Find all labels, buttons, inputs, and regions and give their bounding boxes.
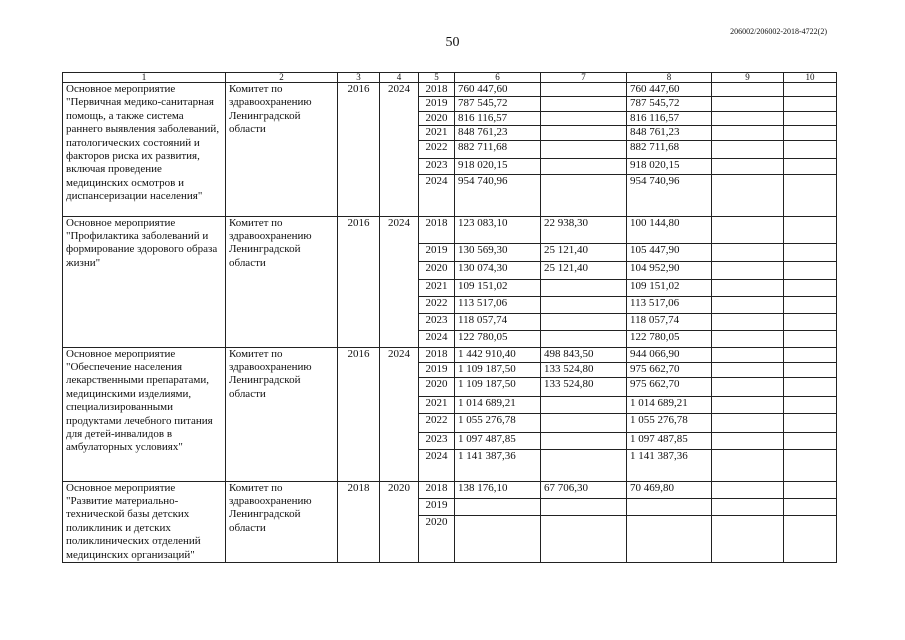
regional-funding-cell: 816 116,57 bbox=[627, 111, 712, 125]
total-funding-cell bbox=[455, 515, 541, 562]
col9-cell bbox=[712, 313, 784, 330]
col9-cell bbox=[712, 140, 784, 158]
col10-cell bbox=[784, 432, 837, 449]
federal-funding-cell: 67 706,30 bbox=[541, 481, 627, 498]
federal-funding-cell bbox=[541, 140, 627, 158]
total-funding-cell: 787 545,72 bbox=[455, 97, 541, 111]
col9-cell bbox=[712, 97, 784, 111]
total-funding-cell: 816 116,57 bbox=[455, 111, 541, 125]
col10-cell bbox=[784, 413, 837, 432]
col10-cell bbox=[784, 126, 837, 140]
total-funding-cell: 1 109 187,50 bbox=[455, 362, 541, 377]
regional-funding-cell: 848 761,23 bbox=[627, 126, 712, 140]
total-funding-cell: 918 020,15 bbox=[455, 158, 541, 174]
year-cell: 2018 bbox=[419, 83, 455, 97]
event-name-cell: Основное мероприятие "Профилактика заболеваний и формирование здорового образа жизни" bbox=[63, 216, 226, 347]
col10-cell bbox=[784, 515, 837, 562]
year-cell: 2023 bbox=[419, 313, 455, 330]
table-row bbox=[63, 347, 837, 362]
col9-cell bbox=[712, 126, 784, 140]
federal-funding-cell bbox=[541, 126, 627, 140]
col9-cell bbox=[712, 279, 784, 296]
regional-funding-cell: 944 066,90 bbox=[627, 347, 712, 362]
header-cell: 3 bbox=[338, 73, 380, 83]
regional-funding-cell: 122 780,05 bbox=[627, 330, 712, 347]
total-funding-cell: 123 083,10 bbox=[455, 216, 541, 243]
regional-funding-cell: 918 020,15 bbox=[627, 158, 712, 174]
total-funding-cell: 118 057,74 bbox=[455, 313, 541, 330]
year-cell: 2022 bbox=[419, 296, 455, 313]
col9-cell bbox=[712, 158, 784, 174]
header-row bbox=[63, 73, 837, 83]
col9-cell bbox=[712, 498, 784, 515]
col10-cell bbox=[784, 111, 837, 125]
total-funding-cell: 1 055 276,78 bbox=[455, 413, 541, 432]
col9-cell bbox=[712, 396, 784, 413]
federal-funding-cell bbox=[541, 174, 627, 216]
col10-cell bbox=[784, 449, 837, 481]
year-cell: 2021 bbox=[419, 279, 455, 296]
col9-cell bbox=[712, 362, 784, 377]
header-cell: 9 bbox=[712, 73, 784, 83]
regional-funding-cell bbox=[627, 498, 712, 515]
header-cell: 8 bbox=[627, 73, 712, 83]
year-cell: 2023 bbox=[419, 158, 455, 174]
federal-funding-cell bbox=[541, 515, 627, 562]
col9-cell bbox=[712, 481, 784, 498]
col10-cell bbox=[784, 261, 837, 279]
col10-cell bbox=[784, 243, 837, 261]
total-funding-cell: 109 151,02 bbox=[455, 279, 541, 296]
end-year-cell: 2020 bbox=[380, 481, 419, 562]
regional-funding-cell: 954 740,96 bbox=[627, 174, 712, 216]
col10-cell bbox=[784, 481, 837, 498]
col9-cell bbox=[712, 377, 784, 396]
regional-funding-cell: 1 014 689,21 bbox=[627, 396, 712, 413]
end-year-cell: 2024 bbox=[380, 347, 419, 481]
regional-funding-cell: 975 662,70 bbox=[627, 362, 712, 377]
start-year-cell: 2018 bbox=[338, 481, 380, 562]
federal-funding-cell bbox=[541, 313, 627, 330]
year-cell: 2020 bbox=[419, 111, 455, 125]
year-cell: 2020 bbox=[419, 261, 455, 279]
executor-cell: Комитет по здравоохранению Ленинградской области bbox=[226, 347, 338, 481]
total-funding-cell: 1 442 910,40 bbox=[455, 347, 541, 362]
col10-cell bbox=[784, 330, 837, 347]
regional-funding-cell: 1 097 487,85 bbox=[627, 432, 712, 449]
federal-funding-cell bbox=[541, 396, 627, 413]
year-cell: 2024 bbox=[419, 330, 455, 347]
federal-funding-cell bbox=[541, 498, 627, 515]
col10-cell bbox=[784, 97, 837, 111]
table-row bbox=[63, 83, 837, 97]
federal-funding-cell: 25 121,40 bbox=[541, 261, 627, 279]
federal-funding-cell bbox=[541, 413, 627, 432]
program-table bbox=[62, 72, 837, 563]
col10-cell bbox=[784, 347, 837, 362]
year-cell: 2019 bbox=[419, 243, 455, 261]
event-name-cell: Основное мероприятие "Обеспечение населения лекарственными препаратами, медицинскими изделиями, специализированными продуктами лечебного питания для детей-инвалидов в амбулаторных условиях" bbox=[63, 347, 226, 481]
header-cell: 1 bbox=[63, 73, 226, 83]
col9-cell bbox=[712, 111, 784, 125]
total-funding-cell: 130 569,30 bbox=[455, 243, 541, 261]
regional-funding-cell: 104 952,90 bbox=[627, 261, 712, 279]
start-year-cell: 2016 bbox=[338, 83, 380, 217]
total-funding-cell: 130 074,30 bbox=[455, 261, 541, 279]
table-row bbox=[63, 481, 837, 498]
col10-cell bbox=[784, 174, 837, 216]
total-funding-cell: 848 761,23 bbox=[455, 126, 541, 140]
col9-cell bbox=[712, 347, 784, 362]
header-cell: 10 bbox=[784, 73, 837, 83]
end-year-cell: 2024 bbox=[380, 83, 419, 217]
regional-funding-cell: 100 144,80 bbox=[627, 216, 712, 243]
col10-cell bbox=[784, 362, 837, 377]
regional-funding-cell: 1 055 276,78 bbox=[627, 413, 712, 432]
federal-funding-cell bbox=[541, 111, 627, 125]
federal-funding-cell bbox=[541, 449, 627, 481]
total-funding-cell: 1 109 187,50 bbox=[455, 377, 541, 396]
total-funding-cell: 882 711,68 bbox=[455, 140, 541, 158]
year-cell: 2024 bbox=[419, 449, 455, 481]
header-cell: 2 bbox=[226, 73, 338, 83]
regional-funding-cell bbox=[627, 515, 712, 562]
year-cell: 2018 bbox=[419, 347, 455, 362]
federal-funding-cell bbox=[541, 330, 627, 347]
col10-cell bbox=[784, 396, 837, 413]
federal-funding-cell: 25 121,40 bbox=[541, 243, 627, 261]
col10-cell bbox=[784, 279, 837, 296]
year-cell: 2022 bbox=[419, 413, 455, 432]
federal-funding-cell bbox=[541, 158, 627, 174]
col10-cell bbox=[784, 498, 837, 515]
col9-cell bbox=[712, 432, 784, 449]
col9-cell bbox=[712, 296, 784, 313]
federal-funding-cell bbox=[541, 279, 627, 296]
header-cell: 5 bbox=[419, 73, 455, 83]
year-cell: 2024 bbox=[419, 174, 455, 216]
regional-funding-cell: 760 447,60 bbox=[627, 83, 712, 97]
regional-funding-cell: 70 469,80 bbox=[627, 481, 712, 498]
executor-cell: Комитет по здравоохранению Ленинградской области bbox=[226, 83, 338, 217]
start-year-cell: 2016 bbox=[338, 347, 380, 481]
total-funding-cell: 138 176,10 bbox=[455, 481, 541, 498]
federal-funding-cell bbox=[541, 83, 627, 97]
col10-cell bbox=[784, 313, 837, 330]
col10-cell bbox=[784, 216, 837, 243]
year-cell: 2020 bbox=[419, 515, 455, 562]
col10-cell bbox=[784, 83, 837, 97]
total-funding-cell bbox=[455, 498, 541, 515]
event-name-cell: Основное мероприятие "Первичная медико-санитарная помощь, а также система раннего выявления заболеваний, патологических состояний и факторов риска их развития, включая проведение медицинских осмотров и диспансеризации населения" bbox=[63, 83, 226, 217]
regional-funding-cell: 882 711,68 bbox=[627, 140, 712, 158]
federal-funding-cell bbox=[541, 296, 627, 313]
federal-funding-cell: 133 524,80 bbox=[541, 377, 627, 396]
col9-cell bbox=[712, 449, 784, 481]
end-year-cell: 2024 bbox=[380, 216, 419, 347]
total-funding-cell: 1 141 387,36 bbox=[455, 449, 541, 481]
year-cell: 2018 bbox=[419, 216, 455, 243]
col9-cell bbox=[712, 243, 784, 261]
year-cell: 2021 bbox=[419, 396, 455, 413]
col9-cell bbox=[712, 261, 784, 279]
year-cell: 2020 bbox=[419, 377, 455, 396]
federal-funding-cell: 22 938,30 bbox=[541, 216, 627, 243]
regional-funding-cell: 109 151,02 bbox=[627, 279, 712, 296]
year-cell: 2019 bbox=[419, 97, 455, 111]
total-funding-cell: 1 097 487,85 bbox=[455, 432, 541, 449]
federal-funding-cell bbox=[541, 97, 627, 111]
col10-cell bbox=[784, 140, 837, 158]
header-cell: 7 bbox=[541, 73, 627, 83]
col10-cell bbox=[784, 296, 837, 313]
col9-cell bbox=[712, 413, 784, 432]
total-funding-cell: 1 014 689,21 bbox=[455, 396, 541, 413]
regional-funding-cell: 118 057,74 bbox=[627, 313, 712, 330]
year-cell: 2021 bbox=[419, 126, 455, 140]
regional-funding-cell: 787 545,72 bbox=[627, 97, 712, 111]
header-cell: 4 bbox=[380, 73, 419, 83]
regional-funding-cell: 1 141 387,36 bbox=[627, 449, 712, 481]
federal-funding-cell bbox=[541, 432, 627, 449]
year-cell: 2019 bbox=[419, 362, 455, 377]
regional-funding-cell: 105 447,90 bbox=[627, 243, 712, 261]
year-cell: 2023 bbox=[419, 432, 455, 449]
col9-cell bbox=[712, 83, 784, 97]
col9-cell bbox=[712, 216, 784, 243]
col9-cell bbox=[712, 515, 784, 562]
page-number: 50 bbox=[445, 35, 460, 50]
year-cell: 2022 bbox=[419, 140, 455, 158]
executor-cell: Комитет по здравоохранению Ленинградской области bbox=[226, 481, 338, 562]
total-funding-cell: 760 447,60 bbox=[455, 83, 541, 97]
document-code: 206002/206002-2018-4722(2) bbox=[730, 27, 827, 36]
federal-funding-cell: 133 524,80 bbox=[541, 362, 627, 377]
total-funding-cell: 113 517,06 bbox=[455, 296, 541, 313]
header-cell: 6 bbox=[455, 73, 541, 83]
regional-funding-cell: 113 517,06 bbox=[627, 296, 712, 313]
col10-cell bbox=[784, 158, 837, 174]
col10-cell bbox=[784, 377, 837, 396]
executor-cell: Комитет по здравоохранению Ленинградской области bbox=[226, 216, 338, 347]
col9-cell bbox=[712, 330, 784, 347]
total-funding-cell: 954 740,96 bbox=[455, 174, 541, 216]
year-cell: 2018 bbox=[419, 481, 455, 498]
table-row bbox=[63, 216, 837, 243]
federal-funding-cell: 498 843,50 bbox=[541, 347, 627, 362]
regional-funding-cell: 975 662,70 bbox=[627, 377, 712, 396]
col9-cell bbox=[712, 174, 784, 216]
event-name-cell: Основное мероприятие "Развитие материально-технической базы детских поликлиник и детских поликлинических отделений медицинских организаций" bbox=[63, 481, 226, 562]
start-year-cell: 2016 bbox=[338, 216, 380, 347]
year-cell: 2019 bbox=[419, 498, 455, 515]
total-funding-cell: 122 780,05 bbox=[455, 330, 541, 347]
